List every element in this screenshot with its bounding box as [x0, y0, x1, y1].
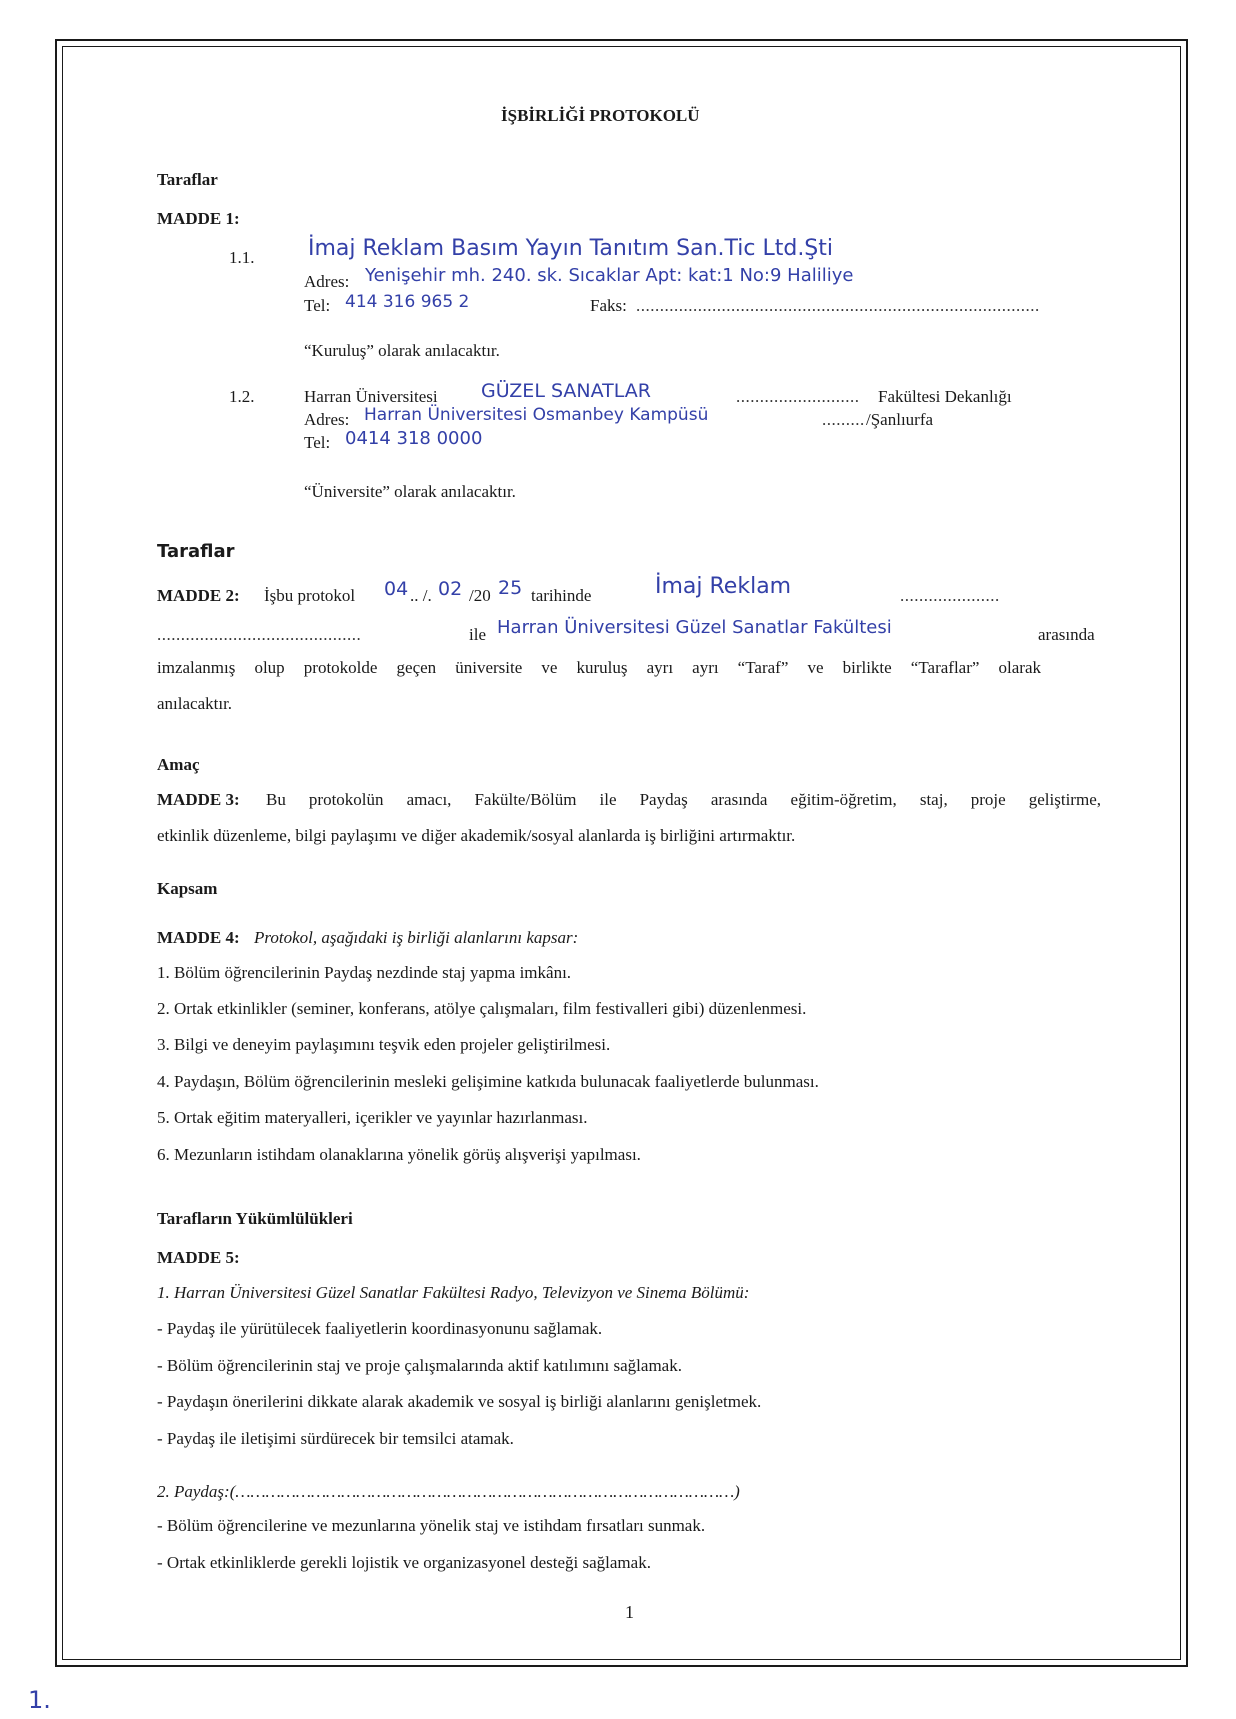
- list-item: - Ortak etkinliklerde gerekli lojistik ve organizasyonel desteği sağlamak.: [157, 1553, 651, 1572]
- section-heading-yukumlulukler: Tarafların Yükümlülükleri: [157, 1209, 353, 1228]
- party2-reference: “Üniversite” olarak anılacaktır.: [304, 482, 516, 501]
- list-item: 5. Ortak eğitim materyalleri, içerikler ve yayınlar hazırlanması.: [157, 1108, 588, 1127]
- party1-address-handwritten: Yenişehir mh. 240. sk. Sıcaklar Apt: kat:1 No:9 Haliliye: [365, 265, 854, 286]
- page-border-inner: [62, 46, 1181, 1660]
- list-item: 3. Bilgi ve deneyim paylaşımını teşvik eden projeler geliştirilmesi.: [157, 1035, 611, 1054]
- date-day-handwritten: 04: [384, 578, 409, 600]
- party1-reference: “Kuruluş” olarak anılacaktır.: [304, 341, 500, 360]
- section-heading-amac: Amaç: [157, 755, 200, 774]
- madde-2-line: imzalanmış olup protokolde geçen üniversite ve kuruluş ayrı ayrı “Taraf” ve birlikte “Taraflar” olarak: [157, 658, 1041, 677]
- list-item: 1. Bölüm öğrencilerinin Paydaş nezdinde staj yapma imkânı.: [157, 963, 572, 982]
- date-year-handwritten: 25: [498, 577, 523, 599]
- madde-2-line: anılacaktır.: [157, 694, 233, 713]
- party2-faculty-suffix: Fakültesi Dekanlığı: [878, 387, 1012, 406]
- madde-2-text: İşbu protokol: [264, 586, 356, 605]
- madde-1-label: MADDE 1:: [157, 209, 240, 228]
- madde-2-label: MADDE 2:: [157, 586, 240, 605]
- document-title: İŞBİRLİĞİ PROTOKOLÜ: [501, 106, 700, 125]
- madde-4-label: MADDE 4:: [157, 928, 240, 947]
- party2-address-handwritten: Harran Üniversitesi Osmanbey Kampüsü: [364, 405, 709, 425]
- party1-fax-label: Faks:: [590, 296, 627, 315]
- dotted-line: ..........................: [736, 387, 860, 406]
- party2-address-label: Adres:: [304, 410, 350, 429]
- madde-2-text: tarihinde: [531, 586, 592, 605]
- list-item: 4. Paydaşın, Bölüm öğrencilerinin mesleki gelişimine katkıda bulunacak faaliyetlerde bulunması.: [157, 1072, 819, 1091]
- section-heading-taraflar: Taraflar: [157, 541, 235, 562]
- list-item: 2. Ortak etkinlikler (seminer, konferans, atölye çalışmaları, film festivalleri gibi) düzenlenmesi.: [157, 999, 807, 1018]
- dotted-line: .....................: [900, 586, 1000, 605]
- signature-mark-handwritten: 1.: [28, 1686, 51, 1714]
- party2-tel-label: Tel:: [304, 433, 331, 452]
- list-item: - Paydaşın önerilerini dikkate alarak akademik ve sosyal iş birliği alanlarını genişletmek.: [157, 1392, 762, 1411]
- party1-short-handwritten: İmaj Reklam: [655, 574, 792, 599]
- date-month-handwritten: 02: [438, 578, 463, 600]
- party1-tel-handwritten: 414 316 965 2: [345, 292, 470, 312]
- madde-3-line: Bu protokolün amacı, Fakülte/Bölüm ile Paydaş arasında eğitim-öğretim, staj, proje geliştirme,: [266, 790, 1101, 809]
- list-item: - Paydaş ile yürütülecek faaliyetlerin koordinasyonunu sağlamak.: [157, 1319, 603, 1338]
- section-heading-kapsam: Kapsam: [157, 879, 218, 898]
- list-item: - Bölüm öğrencilerinin staj ve proje çalışmalarında aktif katılımını sağlamak.: [157, 1356, 682, 1375]
- party2-address-suffix: /Şanlıurfa: [866, 410, 934, 429]
- date-separator: .. /.: [410, 586, 432, 605]
- page-number: 1: [625, 1602, 634, 1622]
- madde-4-intro: Protokol, aşağıdaki iş birliği alanlarını kapsar:: [254, 928, 579, 947]
- date-year-prefix: /20: [469, 586, 491, 605]
- section-heading-taraflar: Taraflar: [157, 170, 218, 189]
- list-item: - Paydaş ile iletişimi sürdürecek bir temsilci atamak.: [157, 1429, 514, 1448]
- party1-address-label: Adres:: [304, 272, 350, 291]
- list-item: - Bölüm öğrencilerine ve mezunlarına yönelik staj ve istihdam fırsatları sunmak.: [157, 1516, 706, 1535]
- dotted-line: .........: [822, 410, 865, 429]
- dotted-line: ...........................................: [157, 625, 362, 644]
- madde-5-subheading: 1. Harran Üniversitesi Güzel Sanatlar Fakültesi Radyo, Televizyon ve Sinema Bölümü:: [157, 1283, 750, 1302]
- fax-dotted-line: .....................................................................................: [636, 296, 1040, 315]
- party1-name-handwritten: İmaj Reklam Basım Yayın Tanıtım San.Tic Ltd.Şti: [308, 236, 834, 261]
- list-item: 6. Mezunların istihdam olanaklarına yönelik görüş alışverişi yapılması.: [157, 1145, 641, 1164]
- clause-number: 1.1.: [229, 248, 255, 267]
- clause-number: 1.2.: [229, 387, 255, 406]
- party2-tel-handwritten: 0414 318 0000: [345, 428, 483, 449]
- party1-tel-label: Tel:: [304, 296, 331, 315]
- madde-5-label: MADDE 5:: [157, 1248, 240, 1267]
- madde-3-line: etkinlik düzenleme, bilgi paylaşımı ve diğer akademik/sosyal alanlarda iş birliğini artırmaktır.: [157, 826, 796, 845]
- madde-5-subheading: 2. Paydaş:(………………………………………………………………………………………): [157, 1482, 740, 1501]
- party2-university: Harran Üniversitesi: [304, 387, 438, 406]
- party2-short-handwritten: Harran Üniversitesi Güzel Sanatlar Fakültesi: [497, 617, 892, 638]
- madde-2-text: arasında: [1038, 625, 1095, 644]
- party2-faculty-handwritten: GÜZEL SANATLAR: [481, 380, 651, 402]
- madde-2-ile: ile: [469, 625, 486, 644]
- madde-3-label: MADDE 3:: [157, 790, 240, 809]
